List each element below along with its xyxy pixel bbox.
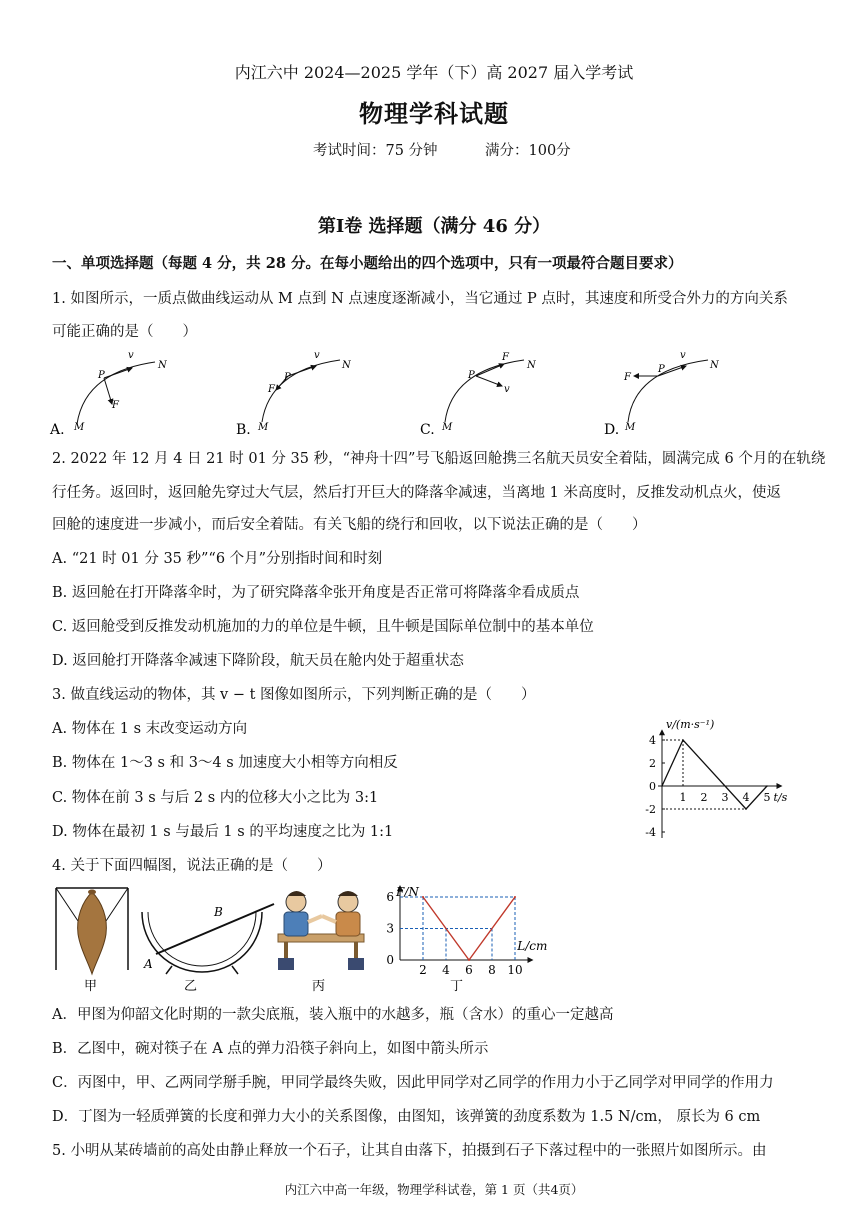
y-tick-label: -4 [645, 826, 656, 839]
q2-option-d[interactable]: D. 返回舱打开降落伞减速下降阶段，航天员在舱内处于超重状态 [52, 653, 464, 669]
f-label: F [112, 400, 119, 411]
q2-option-b[interactable]: B. 返回舱在打开降落伞时，为了研究降落伞张开角度是否正常可将降落伞看成质点 [52, 585, 580, 601]
full-score: 满分：100分 [485, 143, 571, 159]
q4-option-b[interactable]: B．乙图中，碗对筷子在 A 点的弹力沿筷子斜向上，如图中箭头所示 [52, 1041, 489, 1057]
point-m-label: M [442, 422, 453, 433]
q4-option-d[interactable]: D．丁图为一轻质弹簧的长度和弹力大小的关系图像，由图知，该弹簧的劲度系数为 1.5 N/cm， 原长为 6 cm [52, 1109, 761, 1125]
q1-figures [40, 342, 820, 442]
q2-stem-line1: 2. 2022 年 12 月 4 日 21 时 01 分 35 秒，“神舟十四”号飞船返回舱携三名航天员安全着陆，圆满完成 6 个月的在轨绕 [52, 451, 826, 467]
page-footer: 内江六中高一年级，物理学科试卷，第 1 页（共4页） [284, 1182, 584, 1197]
y-tick-label: 2 [649, 757, 656, 770]
option-label: B. [236, 422, 251, 438]
bowl-icon [142, 912, 262, 972]
caption-yi: 乙 [184, 979, 198, 992]
q4-stem: 4. 关于下面四幅图，说法正确的是（ ） [52, 858, 332, 874]
vt-series-line [662, 740, 767, 809]
x-tick-label: 3 [721, 791, 729, 804]
trajectory-curve [77, 362, 155, 424]
fig-jia [56, 888, 128, 992]
v-label: v [680, 350, 686, 361]
q1-option-d[interactable] [604, 350, 720, 438]
q3-vt-chart [630, 712, 820, 842]
option-label: C. [420, 422, 435, 438]
q2-option-c[interactable]: C. 返回舱受到反推发动机施加的力的单位是牛顿，且牛顿是国际单位制中的基本单位 [52, 619, 594, 635]
x-tick-label: 10 [507, 963, 523, 977]
vt-point [682, 739, 684, 741]
v-label: v [314, 350, 320, 361]
force-arrow [104, 378, 112, 404]
q1-option-b[interactable] [236, 350, 352, 438]
x-tick-label: 1 [679, 791, 687, 804]
option-label: A. [50, 422, 65, 438]
q2-option-a[interactable]: A. “21 时 01 分 35 秒”“6 个月”分别指时间和时刻 [52, 551, 383, 567]
f-label: F [502, 352, 509, 363]
point-n-label: N [342, 360, 351, 371]
x-tick-label: 6 [465, 963, 473, 977]
x-axis-label: t/s [773, 791, 788, 804]
fig-yi [142, 904, 274, 992]
point-n-label: N [158, 360, 167, 371]
q1-stem-line2: 可能正确的是（ ） [52, 324, 197, 340]
velocity-arrow [104, 368, 132, 378]
caption-bing: 丙 [312, 979, 326, 992]
x-tick-label: 8 [488, 963, 496, 977]
vt-point [661, 785, 663, 787]
q3-option-a[interactable]: A. 物体在 1 s 末改变运动方向 [52, 721, 248, 737]
fl-point [422, 896, 424, 898]
q4-option-c[interactable]: C．丙图中，甲、乙两同学掰手腕，甲同学最终失败，因此甲同学对乙同学的作用力小于乙同学对甲同学的作用力 [52, 1075, 774, 1091]
y-tick-label: 3 [386, 921, 394, 936]
q2-stem-line3: 回舱的速度进一步减小，而后安全着陆。有关飞船的绕行和回收，以下说法正确的是（ ） [52, 517, 647, 533]
subject-title: 物理学科试题 [359, 99, 509, 128]
q2-stem-line2: 行任务。返回时，返回舱先穿过大气层，然后打开巨大的降落伞减速，当离地 1 米高度时，反推发动机点火，使返 [52, 485, 781, 501]
y-tick-label: 4 [649, 734, 656, 747]
q3-option-d[interactable]: D. 物体在最初 1 s 与最后 1 s 的平均速度之比为 1:1 [52, 824, 394, 840]
q4-figures [48, 882, 608, 992]
part1-heading: 一、单项选择题（每题 4 分，共 28 分。在每小题给出的四个选项中，只有一项最符合题目要求） [52, 255, 683, 272]
y-axis-label: F/N [396, 885, 419, 899]
fig-bing [278, 891, 364, 992]
fl-point [514, 896, 516, 898]
point-p-label: P [468, 370, 475, 381]
exam-header-line: 内江六中 2024—2025 学年（下）高 2027 届入学考试 [234, 63, 634, 82]
y-tick-label: 0 [386, 953, 394, 967]
point-m-label: M [74, 422, 85, 433]
q1-option-a[interactable] [49, 350, 168, 438]
option-label: D. [604, 422, 620, 438]
v-label: v [504, 384, 510, 395]
x-axis-label: L/cm [517, 939, 548, 953]
force-arrow [476, 364, 504, 376]
point-n-label: N [710, 360, 719, 371]
y-tick-label: 6 [386, 890, 394, 904]
vt-point [766, 785, 768, 787]
velocity-arrow [288, 366, 316, 376]
point-m-label: M [258, 422, 269, 433]
x-tick-label: 4 [742, 791, 750, 804]
point-p-label: P [658, 364, 665, 375]
caption-ding: 丁 [450, 979, 464, 992]
q3-option-b[interactable]: B. 物体在 1～3 s 和 3～4 s 加速度大小相等方向相反 [52, 755, 398, 771]
vt-point [745, 808, 747, 810]
point-m-label: M [625, 422, 636, 433]
x-tick-label: 5 [763, 791, 771, 804]
trajectory-curve [445, 360, 524, 422]
f-label: F [624, 372, 631, 383]
f-label: F [268, 384, 275, 395]
q3-stem: 3. 做直线运动的物体，其 v − t 图像如图所示，下列判断正确的是（ ） [52, 687, 536, 703]
q4-option-a[interactable]: A．甲图为仰韶文化时期的一款尖底瓶，装入瓶中的水越多，瓶（含水）的重心一定越高 [52, 1007, 614, 1023]
point-p-label: P [98, 370, 105, 381]
q3-option-c[interactable]: C. 物体在前 3 s 与后 2 s 内的位移大小之比为 3:1 [52, 790, 379, 806]
fl-point [468, 959, 470, 961]
x-tick-label: 2 [419, 963, 427, 977]
exam-time: 考试时间：75 分钟 [313, 143, 438, 159]
point-n-label: N [527, 360, 536, 371]
y-tick-label: 0 [649, 780, 656, 793]
q1-stem-line1: 1. 如图所示，一质点做曲线运动从 M 点到 N 点速度逐渐减小，当它通过 P 点时，其速度和所受合外力的方向关系 [52, 291, 788, 307]
section-title: 第Ⅰ卷 选择题（满分 46 分） [317, 216, 551, 237]
point-a-label: A [144, 957, 153, 971]
velocity-arrow [476, 376, 502, 386]
point-p-label: P [284, 372, 291, 383]
x-tick-label: 2 [700, 791, 708, 804]
amphora-icon [78, 892, 107, 974]
v-label: v [128, 350, 134, 361]
point-b-label: B [214, 905, 223, 919]
x-tick-label: 4 [442, 963, 450, 977]
fig-ding-fl-chart [386, 885, 547, 977]
y-tick-label: -2 [645, 803, 656, 816]
y-axis-label: v/(m·s⁻¹) [666, 718, 715, 731]
q1-option-c[interactable] [420, 352, 537, 438]
q5-stem-line1: 5. 小明从某砖墙前的高处由静止释放一个石子，让其自由落下，拍摄到石子下落过程中的一张照片如图所示。由 [52, 1143, 767, 1159]
caption-jia: 甲 [84, 979, 98, 992]
trajectory-curve [628, 360, 708, 422]
